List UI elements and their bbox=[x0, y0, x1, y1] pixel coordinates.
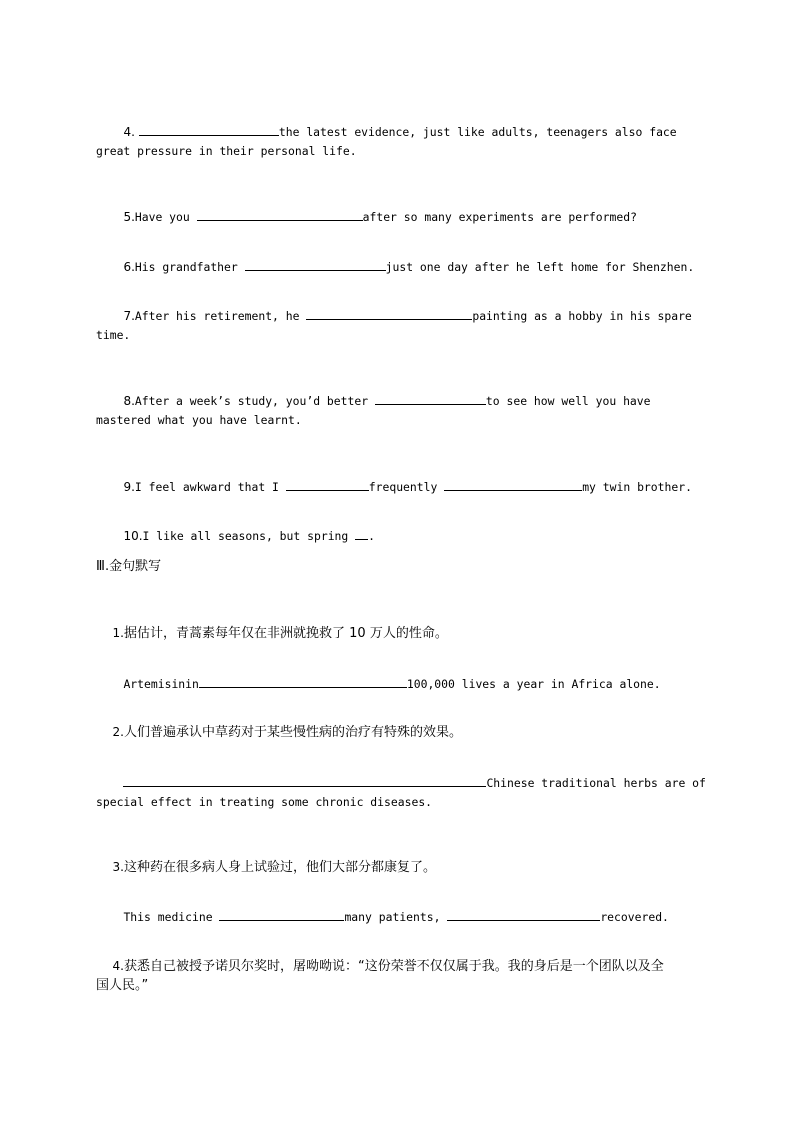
exercise-item-4-line2: great pressure in their personal life. bbox=[96, 144, 357, 158]
item-text: I like all seasons, but spring bbox=[142, 529, 349, 543]
sentence-1-prompt bbox=[96, 609, 448, 658]
answer-blank[interactable] bbox=[139, 123, 279, 136]
prompt-text: 据估计，青蒿素每年仅在非洲就挽救了 bbox=[123, 626, 345, 641]
item-text: Chinese traditional herbs are of bbox=[486, 776, 706, 790]
item-text: . bbox=[368, 529, 375, 543]
item-number: 10. bbox=[123, 529, 143, 543]
prompt-number: 10 bbox=[349, 626, 366, 641]
prompt-text: 这种药在很多病人身上试验过，他们大部分都康复了。 bbox=[123, 860, 436, 875]
exercise-item-5 bbox=[96, 192, 637, 241]
item-number: 9. bbox=[123, 480, 135, 494]
item-text: the latest evidence, just like adults, teenagers also face bbox=[278, 125, 677, 139]
item-text: After his retirement, he bbox=[134, 309, 300, 323]
item-number: 4. bbox=[123, 125, 135, 139]
item-text: many patients, bbox=[344, 910, 441, 924]
answer-blank[interactable] bbox=[123, 774, 486, 787]
item-text: Artemisinin bbox=[123, 677, 199, 691]
prompt-text: 人们普遍承认中草药对于某些慢性病的治疗有特殊的效果。 bbox=[123, 725, 462, 740]
item-text: to see how well you have bbox=[485, 394, 651, 408]
sentence-2-prompt bbox=[96, 708, 462, 757]
item-text: I feel awkward that I bbox=[134, 480, 279, 494]
answer-blank[interactable] bbox=[286, 478, 369, 491]
item-number: 2. bbox=[112, 725, 124, 739]
exercise-item-9 bbox=[96, 462, 692, 511]
item-number: 3. bbox=[112, 860, 124, 874]
sentence-4-prompt bbox=[96, 942, 664, 991]
sentence-2-answer-line2: special effect in treating some chronic diseases. bbox=[96, 795, 433, 809]
item-text: 100,000 lives a year in Africa alone. bbox=[406, 677, 661, 691]
item-text: frequently bbox=[368, 480, 438, 494]
item-text: painting as a hobby in his spare bbox=[472, 309, 692, 323]
section-heading: Ⅲ.金句默写 bbox=[96, 559, 162, 574]
answer-blank[interactable] bbox=[219, 908, 344, 921]
exercise-item-10 bbox=[96, 511, 375, 560]
item-text: After a week’s study, you’d better bbox=[134, 394, 369, 408]
item-text: Have you bbox=[134, 210, 190, 224]
sentence-1-answer bbox=[96, 659, 661, 708]
answer-blank[interactable] bbox=[306, 307, 472, 320]
sentence-3-answer bbox=[96, 892, 669, 941]
exercise-item-6 bbox=[96, 242, 694, 291]
item-number: 5. bbox=[123, 210, 135, 224]
exercise-item-7-line2: time. bbox=[96, 328, 131, 342]
item-text: recovered. bbox=[600, 910, 669, 924]
item-text: after so many experiments are performed? bbox=[362, 210, 637, 224]
item-number: 8. bbox=[123, 394, 135, 408]
answer-blank[interactable] bbox=[199, 675, 407, 688]
item-text: my twin brother. bbox=[582, 480, 692, 494]
exercise-item-7 bbox=[96, 291, 692, 340]
prompt-text: 获悉自己被授予诺贝尔奖时，屠呦呦说：“这份荣誉不仅仅属于我。我的身后是一个团队以及全 bbox=[123, 959, 664, 974]
item-number: 1. bbox=[112, 626, 124, 640]
item-text: His grandfather bbox=[134, 260, 238, 274]
answer-blank[interactable] bbox=[197, 208, 363, 221]
prompt-text: 万人的性命。 bbox=[369, 626, 448, 641]
exercise-item-8-line2: mastered what you have learnt. bbox=[96, 413, 302, 427]
item-text: This medicine bbox=[123, 910, 213, 924]
sentence-4-prompt-line2: 国人民。” bbox=[96, 978, 149, 993]
answer-blank[interactable] bbox=[245, 258, 386, 271]
answer-blank[interactable] bbox=[355, 527, 368, 540]
item-number: 6. bbox=[123, 260, 135, 274]
answer-blank[interactable] bbox=[444, 478, 582, 491]
item-number: 7. bbox=[123, 309, 135, 323]
item-text: just one day after he left home for Shenzhen. bbox=[385, 260, 695, 274]
item-number: 4. bbox=[112, 959, 124, 973]
sentence-3-prompt bbox=[96, 843, 436, 892]
answer-blank[interactable] bbox=[375, 392, 486, 405]
answer-blank[interactable] bbox=[447, 908, 600, 921]
